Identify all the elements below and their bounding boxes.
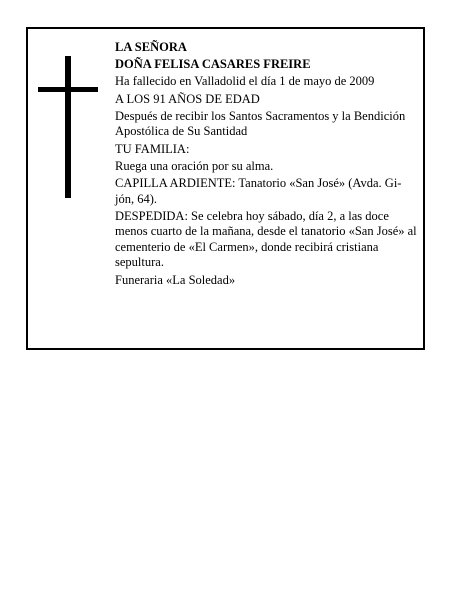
death-info: Ha fallecido en Valladolid el día 1 de mayo de 2009	[115, 74, 375, 89]
sacraments-line: Después de recibir los Santos Sacramentos y la Bendición Apostólica de Su Santidad	[115, 108, 406, 139]
deceased-name: DOÑA FELISA CASARES FREIRE	[115, 57, 311, 72]
cross-vertical-bar	[65, 56, 71, 198]
prayer-line: Ruega una oración por su alma.	[115, 158, 274, 173]
family-line: TU FAMILIA:	[115, 141, 190, 156]
chapel-line: CAPILLA ARDIENTE: Tanatorio «San José» (Avda. Gi- jón, 64).	[115, 175, 402, 206]
obituary-notice	[26, 27, 425, 350]
notice-heading: LA SEÑORA	[115, 40, 187, 54]
funeral-home-line: Funeraria «La Soledad»	[115, 272, 236, 287]
cross-icon	[38, 56, 98, 198]
farewell-line: DESPEDIDA: Se celebra hoy sábado, día 2, a las doce menos cuarto de la mañana, desde el tanatorio «San José» al cementerio de «El Carmen», donde recibirá cristiana sepultura.	[115, 208, 417, 270]
age-line: A LOS 91 AÑOS DE EDAD	[115, 91, 260, 106]
notice-text	[115, 40, 420, 290]
cross-horizontal-bar	[38, 87, 98, 92]
